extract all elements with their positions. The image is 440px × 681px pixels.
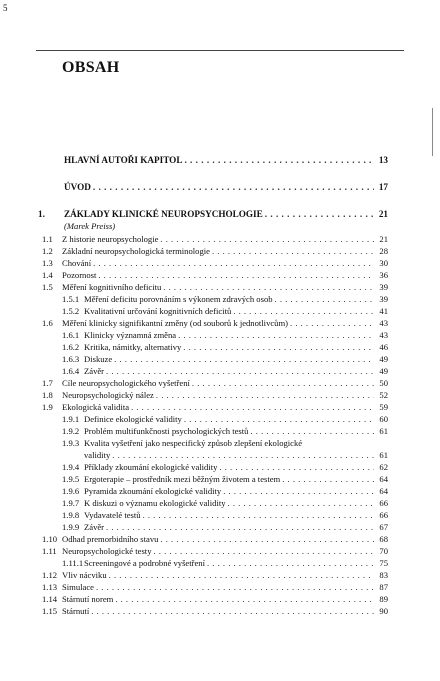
- toc-entry: [38, 401, 388, 413]
- toc-entry-title: Měření klinicky signifikantní změny (od souborů k jednotlivcům): [62, 318, 289, 328]
- toc-entry-page: 43: [379, 318, 388, 328]
- toc-entry-number: 1.5: [42, 282, 53, 292]
- toc-entry: [38, 473, 388, 485]
- toc-entry-page: 21: [378, 209, 388, 219]
- toc-entry-page: 60: [379, 414, 388, 424]
- toc-entry-title: K diskuzi o významu ekologické validity: [84, 498, 226, 508]
- toc-entry: [38, 509, 388, 521]
- toc-entry: [38, 449, 388, 461]
- dot-leader: [114, 353, 374, 365]
- toc-entry-page: 28: [379, 246, 388, 256]
- toc-entry-page: 59: [379, 402, 388, 412]
- chapter-author: (Marek Preiss): [64, 221, 116, 231]
- toc-entry-number: 1.3: [42, 258, 53, 268]
- toc-entry: [38, 413, 388, 425]
- toc-entry: [38, 365, 388, 377]
- toc-entry-title: Základní neuropsychologická terminologie: [62, 246, 210, 256]
- toc-entry-number: 1.9.3: [62, 438, 80, 448]
- toc-entry-number: 1.4: [42, 270, 53, 280]
- dot-leader: [178, 329, 374, 341]
- toc-entry: [38, 425, 388, 437]
- toc-entry-title: Kvalita vyšetření jako nespecifický způsob zlepšení ekologické: [84, 438, 303, 448]
- table-of-contents: [38, 0, 388, 681]
- toc-entry-page: 90: [379, 606, 388, 616]
- toc-entry-page: 39: [379, 294, 388, 304]
- toc-entry-title: Vydavatelé testů: [84, 510, 141, 520]
- toc-entry-title: Stárnutí: [62, 606, 90, 616]
- toc-entry: [38, 437, 388, 449]
- toc-entry-number: 1.9.6: [62, 486, 80, 496]
- dot-leader: [163, 281, 374, 293]
- dot-leader: [112, 449, 374, 461]
- toc-entry-page: 36: [379, 270, 388, 280]
- dot-leader: [282, 473, 374, 485]
- page-title: OBSAH: [62, 59, 120, 76]
- toc-entry-title: Problém multifunkčnosti psychologických testů: [84, 426, 249, 436]
- toc-entry: [38, 377, 388, 389]
- toc-entry-number: 1.8: [42, 390, 53, 400]
- toc-entry: [38, 533, 388, 545]
- toc-entry-page: 30: [379, 258, 388, 268]
- dot-leader: [154, 545, 375, 557]
- toc-entry-number: 1.9.7: [62, 498, 80, 508]
- toc-entry-number: 1.9.1: [62, 414, 80, 424]
- dot-leader: [93, 257, 374, 269]
- toc-entry-number: 1.13: [42, 582, 58, 592]
- toc-entry-number: 1.9.9: [62, 522, 80, 532]
- toc-entry: [38, 245, 388, 257]
- toc-entry-number: 1.11: [42, 546, 57, 556]
- dot-leader: [106, 521, 374, 533]
- toc-entry-title: Screeningové a podrobné vyšetření: [84, 558, 205, 568]
- toc-entry: [38, 341, 388, 353]
- toc-entry-title: Měření deficitu porovnáním s výkonem zdravých osob: [84, 294, 273, 304]
- toc-entry-page: 89: [379, 594, 388, 604]
- dot-leader: [184, 413, 374, 425]
- toc-entry-title: Neuropsychologický nález: [62, 390, 154, 400]
- toc-entry-title: Odhad premorbidního stavu: [62, 534, 159, 544]
- dot-leader: [233, 305, 374, 317]
- toc-entry-title: Kritika, námitky, alternativy: [84, 342, 182, 352]
- dot-leader: [115, 593, 374, 605]
- dot-leader: [192, 377, 374, 389]
- dot-leader: [160, 533, 374, 545]
- dot-leader: [93, 181, 374, 193]
- toc-entry: [38, 154, 388, 166]
- toc-entry-page: 13: [378, 155, 388, 165]
- toc-entry-number: 1.9.5: [62, 474, 80, 484]
- toc-entry: [38, 329, 388, 341]
- toc-entry-page: 17: [378, 182, 388, 192]
- dot-leader: [265, 208, 374, 220]
- toc-entry-page: 87: [379, 582, 388, 592]
- toc-entry-number: 1.6.2: [62, 342, 80, 352]
- toc-entry: [38, 569, 388, 581]
- dot-leader: [212, 245, 374, 257]
- toc-entry-page: 64: [379, 474, 388, 484]
- toc-entry-title: Neuropsychologické testy: [62, 546, 152, 556]
- toc-entry-title: Cíle neuropsychologického vyšetření: [62, 378, 190, 388]
- toc-entry-number: 1.15: [42, 606, 58, 616]
- toc-entry-number: 1.10: [42, 534, 58, 544]
- toc-entry-title: validity: [84, 450, 111, 460]
- toc-entry-number: 1.6.1: [62, 330, 80, 340]
- toc-entry: [38, 317, 388, 329]
- toc-entry: [38, 593, 388, 605]
- toc-entry-page: 21: [379, 234, 388, 244]
- toc-entry-title: Závěr: [84, 366, 105, 376]
- toc-entry-page: 49: [379, 366, 388, 376]
- dot-leader: [250, 425, 374, 437]
- dot-leader: [160, 233, 374, 245]
- toc-entry: [38, 557, 388, 569]
- dot-leader: [109, 569, 374, 581]
- dot-leader: [219, 461, 374, 473]
- toc-entry-number: 1.9.2: [62, 426, 80, 436]
- dot-leader: [96, 581, 374, 593]
- toc-entry-title: Ekologická validita: [62, 402, 130, 412]
- toc-entry: [38, 497, 388, 509]
- toc-entry-number: 1.11.1: [62, 558, 84, 568]
- toc-entry-title: Klinicky významná změna: [84, 330, 177, 340]
- toc-entry-page: 64: [379, 486, 388, 496]
- dot-leader: [184, 154, 374, 166]
- toc-entry-title: Ergoterapie – prostředník mezi běžným životem a testem: [84, 474, 281, 484]
- toc-entry-page: 61: [379, 450, 388, 460]
- page-edge-mark: [432, 108, 433, 156]
- toc-entry-number: 1.2: [42, 246, 53, 256]
- toc-entry: [38, 269, 388, 281]
- toc-entry-number: 1.6: [42, 318, 53, 328]
- toc-entry-number: 1.7: [42, 378, 53, 388]
- toc-entry-page: 62: [379, 462, 388, 472]
- toc-entry-page: 70: [379, 546, 388, 556]
- toc-entry-title: HLAVNÍ AUTOŘI KAPITOL: [64, 155, 183, 165]
- toc-entry-title: Příklady zkoumání ekologické validity: [84, 462, 218, 472]
- toc-entry: [38, 521, 388, 533]
- toc-entry: [38, 605, 388, 617]
- toc-entry-title: Pozornost: [62, 270, 97, 280]
- toc-entry: [38, 305, 388, 317]
- toc-entry: [38, 389, 388, 401]
- toc-entry-page: 83: [379, 570, 388, 580]
- toc-entry-page: 39: [379, 282, 388, 292]
- dot-leader: [156, 389, 374, 401]
- toc-entry: [38, 353, 388, 365]
- toc-entry: [38, 485, 388, 497]
- toc-entry-title: Závěr: [84, 522, 105, 532]
- toc-entry-page: 66: [379, 510, 388, 520]
- toc-entry: [38, 208, 388, 220]
- toc-entry-title: Stárnutí norem: [62, 594, 114, 604]
- dot-leader: [131, 401, 374, 413]
- toc-entry-page: 50: [379, 378, 388, 388]
- toc-entry: [38, 581, 388, 593]
- toc-entry-title: ÚVOD: [64, 182, 91, 192]
- dot-leader: [275, 293, 374, 305]
- dot-leader: [228, 497, 374, 509]
- toc-entry-page: 43: [379, 330, 388, 340]
- toc-entry-title: Definice ekologické validity: [84, 414, 182, 424]
- toc-entry-page: 66: [379, 498, 388, 508]
- toc-entry-number: 1.6.4: [62, 366, 80, 376]
- dot-leader: [98, 269, 374, 281]
- toc-entry-page: 61: [379, 426, 388, 436]
- dot-leader: [223, 485, 374, 497]
- toc-entry-page: 67: [379, 522, 388, 532]
- toc-entry-number: 1.1: [42, 234, 53, 244]
- dot-leader: [207, 557, 374, 569]
- toc-entry-number: 1.9.4: [62, 462, 80, 472]
- toc-entry-page: 75: [379, 558, 388, 568]
- toc-entry: [38, 257, 388, 269]
- toc-entry-title: Simulace: [62, 582, 94, 592]
- toc-entry-number: 1.: [38, 209, 45, 219]
- toc-entry-number: 1.9.8: [62, 510, 80, 520]
- toc-entry-title: Chování: [62, 258, 92, 268]
- toc-entry-title: Měření kognitivního deficitu: [62, 282, 162, 292]
- dot-leader: [106, 365, 374, 377]
- toc-entry: [38, 545, 388, 557]
- toc-entry-title: Vliv nácviku: [62, 570, 107, 580]
- toc-entry: [38, 293, 388, 305]
- dot-leader: [143, 509, 374, 521]
- toc-entry: [38, 181, 388, 193]
- toc-entry: [38, 461, 388, 473]
- dot-leader: [290, 317, 374, 329]
- toc-entry-title: Diskuze: [84, 354, 113, 364]
- toc-entry-number: 1.5.1: [62, 294, 80, 304]
- toc-entry: [38, 233, 388, 245]
- toc-entry-title: ZÁKLADY KLINICKÉ NEUROPSYCHOLOGIE: [64, 209, 263, 219]
- toc-entry-title: Pyramida zkoumání ekologické validity: [84, 486, 222, 496]
- dot-leader: [91, 605, 374, 617]
- toc-entry-title: Kvalitativní určování kognitivních deficitů: [84, 306, 232, 316]
- page-number: 5: [3, 3, 8, 13]
- toc-entry: [38, 281, 388, 293]
- toc-entry-number: 1.6.3: [62, 354, 80, 364]
- toc-entry-page: 52: [379, 390, 388, 400]
- toc-entry-number: 1.14: [42, 594, 58, 604]
- toc-entry-number: 1.5.2: [62, 306, 80, 316]
- toc-entry-number: 1.12: [42, 570, 58, 580]
- toc-entry-page: 41: [379, 306, 388, 316]
- toc-entry-page: 49: [379, 354, 388, 364]
- toc-entry-title: Z historie neuropsychologie: [62, 234, 159, 244]
- toc-entry-number: 1.9: [42, 402, 53, 412]
- dot-leader: [183, 341, 374, 353]
- toc-entry-page: 68: [379, 534, 388, 544]
- toc-entry-page: 46: [379, 342, 388, 352]
